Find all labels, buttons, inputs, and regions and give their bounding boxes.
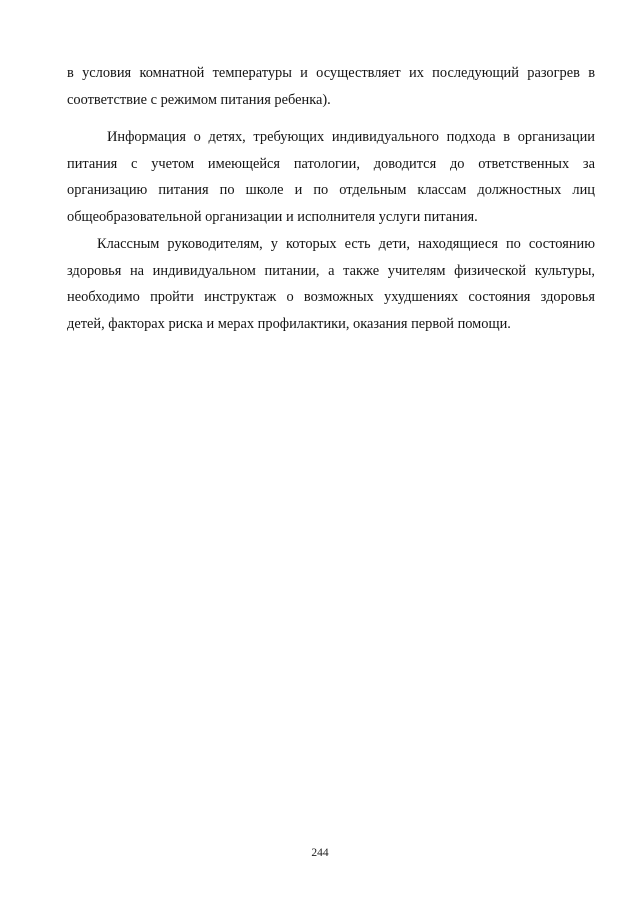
paragraph-class-teachers	[67, 231, 595, 337]
text-line: необходимо пройти инструктаж о возможных ухудшениях состояния здоровья	[67, 289, 595, 305]
text-line: Классным руководителям, у которых есть дети, находящиеся по состоянию	[97, 236, 595, 252]
text-line: детей, факторах риска и мерах профилактики, оказания первой помощи.	[67, 315, 511, 332]
text-line: здоровья на индивидуальном питании, а также учителям физической культуры,	[67, 262, 595, 279]
page-number: 244	[311, 847, 329, 859]
text-line: питания с учетом имеющейся патологии, доводится до ответственных за	[67, 155, 595, 172]
text-line: в условия комнатной температуры и осуществляет их последующий разогрев в	[67, 65, 595, 81]
text-line: Информация о детях, требующих индивидуального подхода в организации	[107, 129, 595, 145]
text-line: общеобразовательной организации и исполнителя услуги питания.	[67, 208, 478, 225]
text-line: соответствие с режимом питания ребенка).	[67, 91, 331, 108]
body-text	[67, 60, 595, 337]
paragraph-continuation	[67, 60, 595, 113]
paragraph-information	[67, 124, 595, 230]
text-line: организацию питания по школе и по отдельным классам должностных лиц	[67, 182, 595, 198]
